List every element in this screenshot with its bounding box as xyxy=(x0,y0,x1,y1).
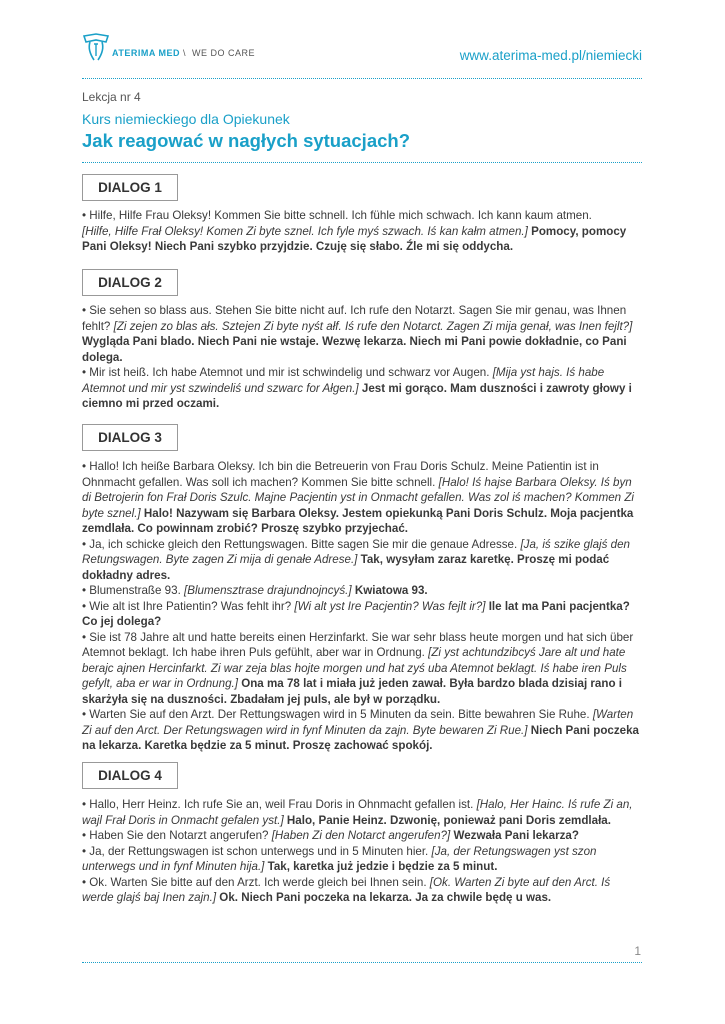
dialog-line: • Ok. Warten Sie bitte auf den Arzt. Ich werde gleich bei Ihnen sein. [Ok. Warten Zi byte auf den Arct. Iś werde glajś baj Inen zajn.] Ok. Niech Pani poczeka na lekarza. Ja za chwile będę u was. xyxy=(82,875,611,904)
aterima-logo-icon xyxy=(82,32,110,62)
dialog-line: • Haben Sie den Notarzt angerufen? [Haben Zi den Notarct angerufen?] Wezwała Pani lekarza? xyxy=(82,829,579,842)
dialog-line: • Mir ist heiß. Ich habe Atemnot und mir ist schwindelig und schwarz vor Augen. [Mija yst hajs. Iś habe Atemnot und mir yst szwindeliś und szwarc for Ałgen.] Jest mi gorąco. Mam duszności i zawroty głowy i ciemno mi przed oczami. xyxy=(82,366,632,410)
dialog-line: • Sie sehen so blass aus. Stehen Sie bitte nicht auf. Ich rufe den Notarzt. Sagen Sie mir genau, was Ihnen fehlt? [Zi zejen zo blas ałs. Sztejen Zi byte nyśt ałf. Iś rufe den Notarct. Zagen Zi mija genał, was Inen fejlt?] Wygląda Pani blado. Niech Pani nie wstaje. Wezwę lekarza. Niech mi Pani powie dokładnie, co Pani dolega. xyxy=(82,304,633,364)
divider-bottom xyxy=(82,962,642,963)
dialog-line: • Warten Sie auf den Arzt. Der Rettungswagen wird in 5 Minuten da sein. Bitte bewahren Sie Ruhe. [Warten Zi auf den Arct. Der Retungswagen wird in fynf Minuten da zajn. Byte bewaren Zi Rue.] Niech Pani poczeka na lekarza. Karetka będzie za 5 minut. Proszę zachować spokój. xyxy=(82,708,639,752)
divider-title xyxy=(82,162,642,163)
dialog-line: • Hilfe, Hilfe Frau Oleksy! Kommen Sie bitte schnell. Ich fühle mich schwach. Ich kann kaum atmen. [Hilfe, Hilfe Frał Oleksy! Komen Zi byte sznel. Ich fyle myś szwach. Iś kan kałm atmen.] Pomocy, pomocy Pani Oleksy! Niech Pani szybko przyjdzie. Czuję się słabo. Źle mi się oddycha. xyxy=(82,209,627,253)
lesson-number: Lekcja nr 4 xyxy=(82,90,141,104)
brand-logo xyxy=(82,32,255,62)
dialog-1-heading: DIALOG 1 xyxy=(82,174,178,201)
page-title: Jak reagować w nagłych sytuacjach? xyxy=(82,130,411,151)
dialog-line: • Ja, der Rettungswagen ist schon unterwegs und in 5 Minuten hier. [Ja, der Retungswagen yst szon unterwegs und in fynf Minuten hija.] Tak, karetka już jedzie i będzie za 5 minut. xyxy=(82,844,597,873)
website-link[interactable]: www.aterima-med.pl/niemiecki xyxy=(459,48,642,63)
dialog-2-heading: DIALOG 2 xyxy=(82,269,178,296)
dialog-4-heading: DIALOG 4 xyxy=(82,762,178,789)
dialog-2-text xyxy=(82,303,642,412)
dialog-line: • Ja, ich schicke gleich den Rettungswagen. Bitte sagen Sie mir die genaue Adresse. [Ja, iś szike glajś den Retungswagen. Byte zagen Zi mija di genałe Adrese.] Tak, wysyłam zaraz karetkę. Proszę mi podać dokładny adres. xyxy=(82,537,630,582)
dialog-line: • Sie ist 78 Jahre alt und hatte bereits einen Herzinfarkt. Sie war sehr blass heute morgen und hat sich über Atemnot beklagt. Ich habe ihren Puls gefühlt, aber war in Ordnung. [Zi yst achtundzibcyś Jare alt und hate berajc ajnen Hercinfarkt. Zi war zeja blas hojte morgen und hat zyś uba Atemnot beklagt. Iś habe iren Puls gefylt, aba er war in Ordnung.] Ona ma 78 lat i miała już jeden zawał. Była bardzo blada dzisiaj rano i skarżyła się na duszności. Zbadałam jej puls, ale był w porządku. xyxy=(82,630,634,706)
brand-text: ATERIMA MED \ WE DO CARE xyxy=(112,48,256,58)
dialog-line: • Blumenstraße 93. [Blumensztrase drajundnojncyś.] Kwiatowa 93. xyxy=(82,584,428,597)
page-header xyxy=(82,32,642,72)
course-name: Kurs niemieckiego dla Opiekunek xyxy=(82,111,290,127)
dialog-line: • Wie alt ist Ihre Patientin? Was fehlt ihr? [Wi alt yst Ire Pacjentin? Was fejlt ir?] Ile lat ma Pani pacjentka? Co jej dolega? xyxy=(82,599,630,628)
dialog-4-text xyxy=(82,797,642,906)
dialog-1-text xyxy=(82,208,642,255)
dialog-line: • Hallo! Ich heiße Barbara Oleksy. Ich bin die Betreuerin von Frau Doris Schulz. Meine Patientin ist in Ohnmacht gefallen. Was soll ich machen? Kommen Sie bitte schnell. [Halo! Iś hajse Barbara Oleksy. Iś byn di Betrojerin fon Frał Doris Szulc. Majne Pacjentin yst in Onmacht gefallen. Was zol iś machen? Kommen Zi byte sznel.] Halo! Nazywam się Barbara Oleksy. Jestem opiekunką Pani Doris Schulz. Moja pacjentka zemdlała. Co powinnam zrobić? Proszę szybko przyjechać. xyxy=(82,460,635,535)
dialog-3-text xyxy=(82,459,642,754)
dialog-line: • Hallo, Herr Heinz. Ich rufe Sie an, weil Frau Doris in Ohnmacht gefallen ist. [Halo, Her Hainc. Iś rufe Zi an, wajl Frał Doris in Onmacht gefalen yst.] Halo, Panie Heinz. Dzwonię, ponieważ pani Doris zemdlała. xyxy=(82,798,633,827)
dialog-3-heading: DIALOG 3 xyxy=(82,424,178,451)
page-number: 1 xyxy=(634,944,641,958)
divider-top xyxy=(82,78,642,79)
